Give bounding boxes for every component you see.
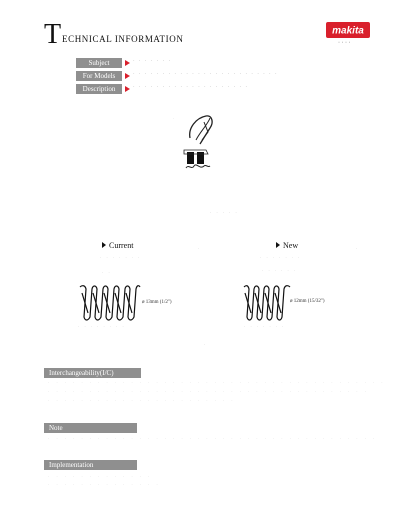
subject-value: · · · · · · · [133, 59, 172, 64]
interchangeability-bar [44, 368, 141, 378]
new-heading-label: New [283, 241, 299, 250]
new-heading [276, 241, 298, 250]
part-sketch [170, 110, 240, 188]
red-arrow-icon [125, 73, 130, 79]
current-heading-label: Current [109, 241, 134, 250]
models-value: · · · · · · · · · · · · · · · · · · · · · · · · · [133, 72, 279, 77]
implementation-text: · · · · · · · · · · · · · · [48, 482, 161, 487]
title-initial: T [44, 19, 62, 50]
implementation-text: · · · · · · · · · · · · · [48, 474, 153, 479]
triangle-bullet-icon [102, 242, 106, 248]
implementation-heading: Implementation [49, 461, 94, 469]
description-label: Description [76, 84, 122, 94]
svg-text:makita: makita [332, 25, 364, 37]
current-spring-figure [78, 283, 142, 328]
interchangeability-heading: Interchangeability(I/C) [49, 369, 114, 377]
new-dimension: ø 12mm (15/32") [290, 299, 325, 304]
faint-text: · · · · · · · [244, 324, 286, 329]
red-arrow-icon [125, 86, 130, 92]
subject-label: Subject [76, 58, 122, 68]
faint-text: · · · · · · · [100, 255, 142, 260]
figure-caption: · · · · · [210, 210, 239, 215]
faint-text: · [198, 246, 202, 251]
implementation-bar [44, 460, 137, 470]
faint-text: · [204, 342, 208, 347]
document-number: · · · · [338, 40, 351, 46]
models-label: For Models [76, 71, 122, 81]
note-heading: Note [49, 424, 63, 432]
brand-logo-mark [326, 22, 370, 38]
interchangeability-text: · · · · · · · · · · · · · · · · · · · · · · · · · · · · · · · · · · · · · · · · · [48, 380, 386, 385]
interchangeability-text: · · · · · · · · · · · · · · · · · · · · · · · [48, 398, 236, 403]
red-arrow-icon [125, 60, 130, 66]
meta-models [76, 71, 336, 82]
note-bar [44, 423, 137, 433]
meta-description [76, 84, 336, 95]
faint-text: · [356, 246, 360, 251]
faint-text: · · · · · · [262, 268, 297, 273]
triangle-bullet-icon [276, 242, 280, 248]
note-text: · · · · · · · · · · · · · · · · · · · · · · · · · · · · · · · · · · · · · · · · [48, 436, 378, 441]
meta-subject [76, 58, 336, 69]
svg-text:·: · [173, 116, 175, 121]
description-value: · · · · · · · · · · · · · · · · · · · · [133, 85, 249, 90]
brand-logo [326, 22, 370, 38]
current-dimension: ø 13mm (1/2") [142, 300, 172, 305]
current-heading [102, 241, 133, 250]
interchangeability-text: · · · · · · · · · · · · · · · · · · · · · · · · · · · · · · · · · · · · · · · [48, 389, 369, 394]
faint-text: · · · · · · · · [78, 324, 126, 329]
new-spring-figure [242, 283, 292, 328]
page-header [44, 19, 374, 50]
page-title: ECHNICAL INFORMATION [62, 34, 184, 44]
faint-text: · · · · · · · [260, 255, 302, 260]
faint-text: · · [102, 270, 112, 275]
